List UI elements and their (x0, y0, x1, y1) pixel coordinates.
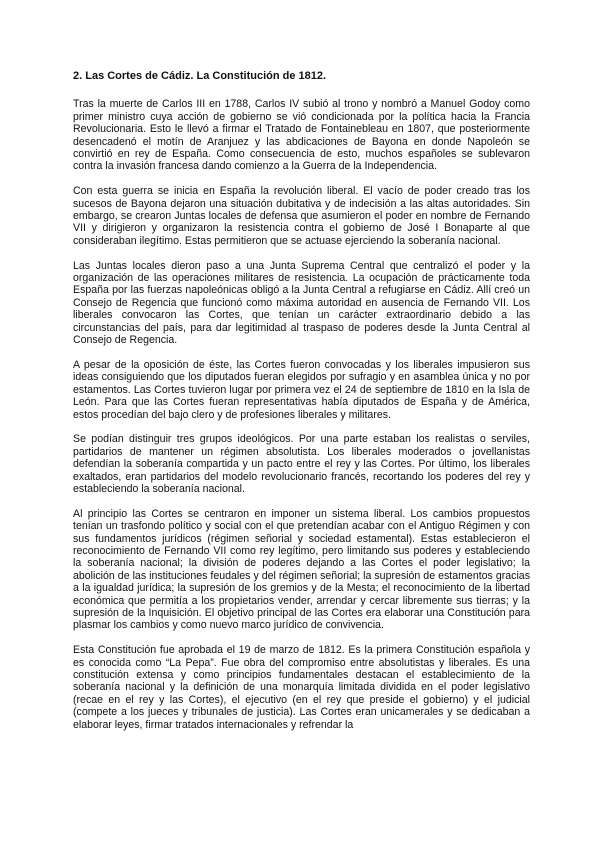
document-body (73, 70, 530, 731)
paragraph-6: Al principio las Cortes se centraron en imponer un sistema liberal. Los cambios propuestos tenían un trasfondo político y social con el que pretendían acabar con el Antiguo Régimen y con sus fundamentos jurídicos (régimen señorial y sociedad estamental). Estas establecieron el reconocimiento de Fernando VII como rey legítimo, pero limitando sus poderes y estableciendo la soberanía nacional; la división de poderes dejando a las Cortes el poder legislativo; la abolición de las instituciones feudales y del régimen señorial; la supresión de estamentos gracias a la igualdad jurídica; la supresión de los gremios y de la Mesta; el reconocimiento de la libertad económica que permitía a los propietarios vender, arrendar y cercar libremente sus tierras; y la supresión de la Inquisición. El objetivo principal de las Cortes era elaborar una Constitución para plasmar los cambios y como nuevo marco jurídico de convivencia. (73, 507, 530, 632)
paragraph-4: A pesar de la oposición de éste, las Cortes fueron convocadas y los liberales impusieron sus ideas consiguiendo que los diputados fueran elegidos por sufragio y en asamblea única y no por estamentos. Las Cortes tuvieron lugar por primera vez el 24 de septiembre de 1810 en la Isla de León. Para que las Cortes fueran representativas había diputados de España y de América, estos procedían del bajo clero y de profesiones liberales y militares. (73, 358, 530, 421)
paragraph-5: Se podían distinguir tres grupos ideológicos. Por una parte estaban los realistas o serviles, partidarios de mantener un régimen absolutista. Los liberales moderados o jovellanistas defendían la soberanía compartida y un pacto entre el rey y las Cortes. Por último, los liberales exaltados, eran partidarios del modelo revolucionario francés, recortando los poderes del rey y estableciendo la soberanía nacional. (73, 433, 530, 495)
paragraph-3: Las Juntas locales dieron paso a una Junta Suprema Central que centralizó el poder y la organización de las operaciones militares de resistencia. La ocupación de prácticamente toda España por las fuerzas napoleónicas obligó a la Junta Central a refugiarse en Cádiz. Allí creó un Consejo de Regencia que funcionó como máxima autoridad en ausencia de Fernando VII. Los liberales convocaron las Cortes, que tenían un carácter extraordinario debido a las circunstancias del país, para dar legitimidad al traspaso de poderes desde la Junta Central al Consejo de Regencia. (73, 259, 530, 347)
paragraph-2: Con esta guerra se inicia en España la revolución liberal. El vacío de poder creado tras los sucesos de Bayona dejaron una situación dubitativa y de indecisión a las altas autoridades. Sin embargo, se crearon Juntas locales de defensa que asumieron el poder en nombre de Fernando VII y dirigieron y organizaron la resistencia contra el gobierno de José I Bonaparte al que consideraban ilegítimo. Estas permitieron que se actuase ejerciendo la soberanía nacional. (73, 185, 530, 247)
page-title: 2. Las Cortes de Cádiz. La Constitución de 1812. (73, 70, 327, 82)
paragraph-1: Tras la muerte de Carlos III en 1788, Carlos IV subió al trono y nombró a Manuel Godoy como primer ministro cuya acción de gobierno se vió condicionada por la política hacia la Francia Revolucionaria. Esto le llevó a firmar el Tratado de Fontainebleau en 1807, que posteriormente desencadenó el motín de Aranjuez y las abdicaciones de Bayona en donde Napoleón se convirtió en rey de España. Como consecuencia de esto, muchos españoles se sublevaron contra la invasión francesa dando comienzo a la Guerra de la Independencia. (73, 98, 530, 173)
paragraph-7: Esta Constitución fue aprobada el 19 de marzo de 1812. Es la primera Constitución española y es conocida como “La Pepa”. Fue obra del compromiso entre absolutistas y liberales. Es una constitución extensa y como principios fundamentales destacan el establecimiento de la soberanía nacional y la definición de una monarquía limitada dividida en el poder legislativo (recae en el rey y las Cortes), el ejecutivo (en el rey que preside el gobierno) y el judicial (compete a los jueces y tribunales de justicia). Las Cortes eran unicamerales y se dedicaban a elaborar leyes, firmar tratados internacionales y refrendar la (73, 644, 530, 731)
